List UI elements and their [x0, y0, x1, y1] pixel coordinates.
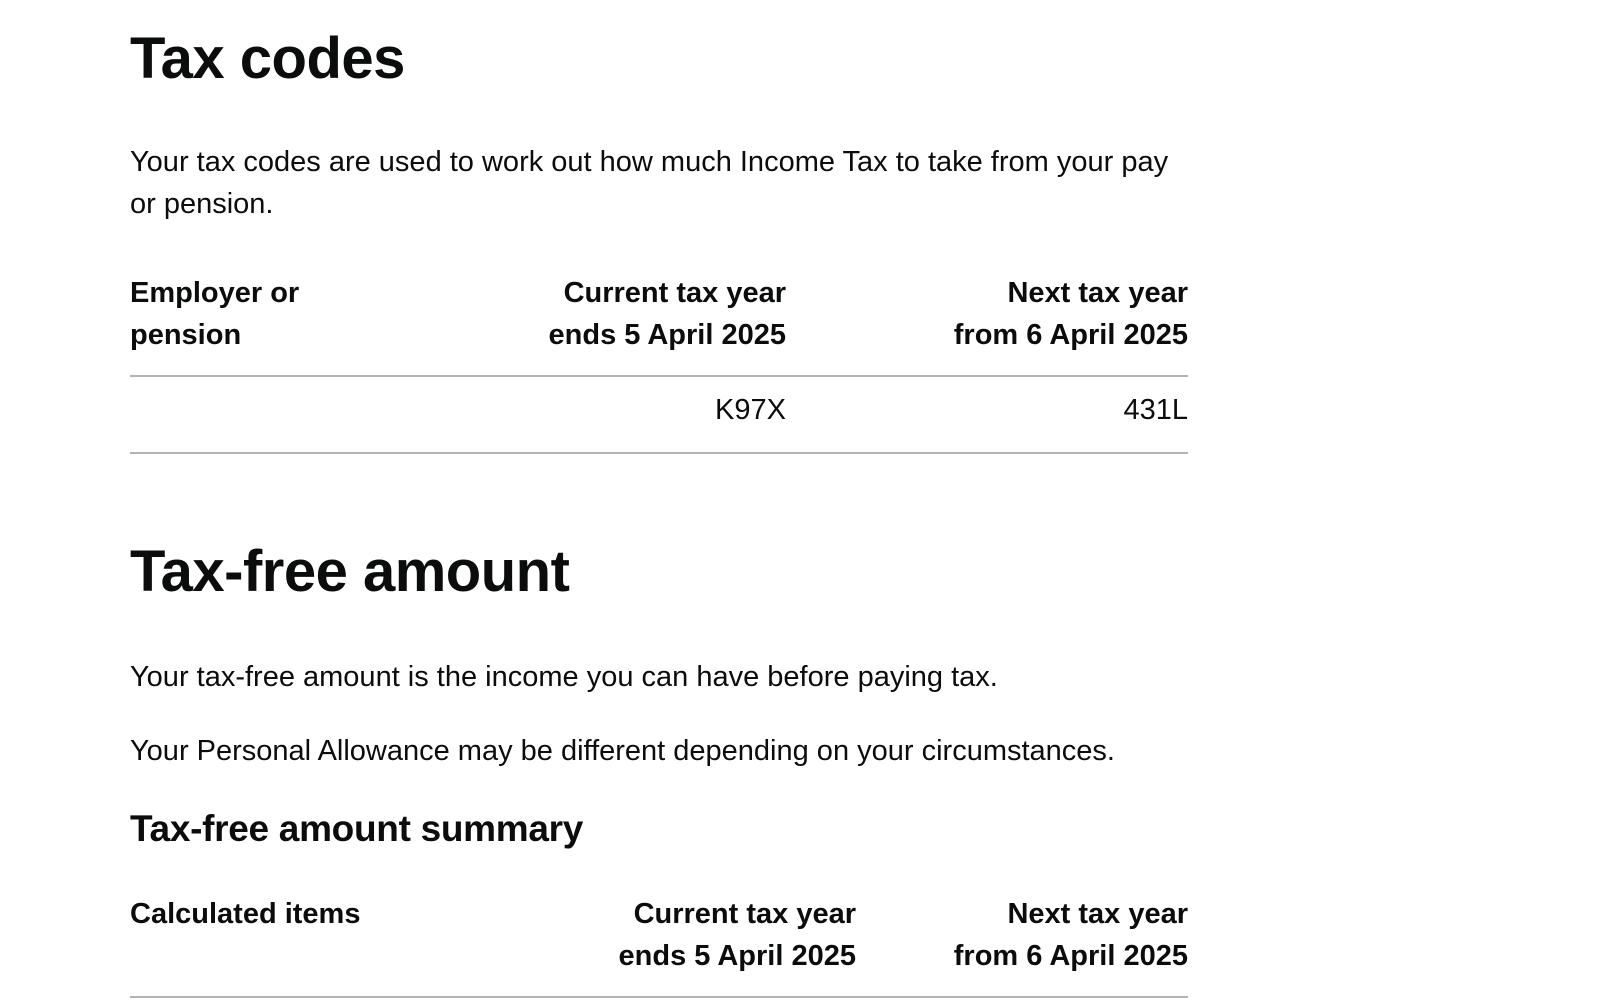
table-divider	[130, 375, 1188, 377]
tax-codes-heading: Tax codes	[130, 26, 405, 91]
table-divider	[130, 452, 1188, 454]
tax-free-amount-heading: Tax-free amount	[130, 539, 570, 604]
table-divider	[130, 996, 1188, 998]
tax-codes-table	[130, 272, 1188, 462]
column-header-next-year	[888, 893, 1188, 977]
tax-codes-intro: Your tax codes are used to work out how much Income Tax to take from your pay or pension.	[130, 146, 1169, 220]
column-header-employer-line1: Employer or	[130, 277, 300, 309]
column-header-next-line1: Next tax year	[1007, 898, 1188, 930]
column-header-current-line1: Current tax year	[633, 898, 856, 930]
column-header-next-line2: from 6 April 2025	[953, 319, 1188, 351]
next-tax-code: 431L	[1123, 394, 1188, 426]
column-header-employer-line2: pension	[130, 319, 242, 351]
column-header-current-line2: ends 5 April 2025	[548, 319, 786, 351]
column-header-current-line1: Current tax year	[563, 277, 786, 309]
column-header-current-year	[486, 272, 786, 356]
tax-free-summary-heading: Tax-free amount summary	[130, 808, 583, 849]
tax-free-summary-table	[130, 893, 1188, 1003]
column-header-next-year	[888, 272, 1188, 356]
column-header-next-line2: from 6 April 2025	[953, 940, 1188, 972]
column-header-next-line1: Next tax year	[1007, 277, 1188, 309]
column-header-calculated-items: Calculated items	[130, 898, 361, 930]
column-header-current-year	[556, 893, 856, 977]
current-tax-code: K97X	[715, 394, 786, 426]
column-header-employer	[130, 272, 350, 356]
personal-allowance-paragraph: Your Personal Allowance may be different depending on your circumstances.	[130, 735, 1115, 767]
column-header-current-line2: ends 5 April 2025	[618, 940, 856, 972]
tax-free-amount-paragraph: Your tax-free amount is the income you can have before paying tax.	[130, 661, 998, 693]
